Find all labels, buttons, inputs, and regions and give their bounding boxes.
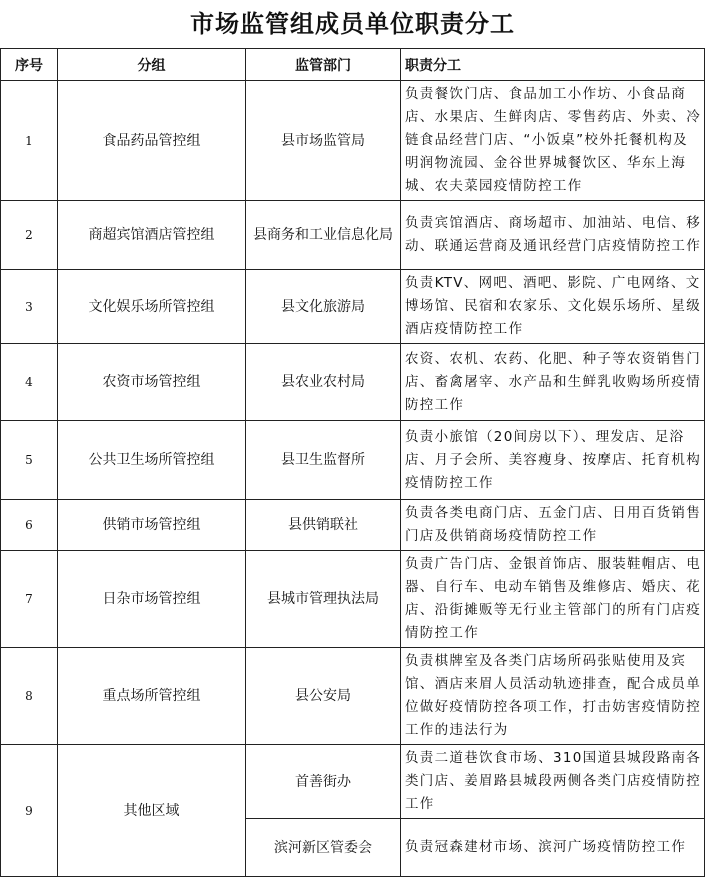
row-resp: 负责冠森建材市场、滨河广场疫情防控工作 xyxy=(401,819,705,877)
row-num: 3 xyxy=(1,270,58,344)
row-num: 8 xyxy=(1,648,58,745)
row-group: 文化娱乐场所管控组 xyxy=(58,270,246,344)
row-resp: 负责棋牌室及各类门店场所码张贴使用及宾馆、酒店来眉人员活动轨迹排查，配合成员单位做好疫情防控各项工作，打击妨害疫情防控工作的违法行为 xyxy=(401,648,705,745)
row-group: 重点场所管控组 xyxy=(58,648,246,745)
row-group: 供销市场管控组 xyxy=(58,500,246,551)
table-row xyxy=(1,745,705,819)
header-dept: 监管部门 xyxy=(246,49,401,81)
row-num: 2 xyxy=(1,201,58,270)
row-group: 日杂市场管控组 xyxy=(58,551,246,648)
table-row xyxy=(1,344,705,421)
row-dept: 县市场监管局 xyxy=(246,81,401,201)
row-resp: 负责小旅馆（20间房以下）、理发店、足浴店、月子会所、美容瘦身、按摩店、托育机构疫情防控工作 xyxy=(401,421,705,500)
row-dept: 滨河新区管委会 xyxy=(246,819,401,877)
responsibility-table xyxy=(0,48,705,877)
row-dept: 县文化旅游局 xyxy=(246,270,401,344)
header-resp: 职责分工 xyxy=(401,49,705,81)
row-group: 其他区域 xyxy=(58,745,246,877)
page-title: 市场监管组成员单位职责分工 xyxy=(190,9,515,38)
row-resp: 负责二道巷饮食市场、310国道县城段路南各类门店、姜眉路县城段两侧各类门店疫情防控工作 xyxy=(401,745,705,819)
row-resp: 负责餐饮门店、食品加工小作坊、小食品商店、水果店、生鲜肉店、零售药店、外卖、冷链食品经营门店、“小饭桌”校外托餐机构及明润物流园、金谷世界城餐饮区、华东上海城、农夫菜园疫情防控工作 xyxy=(401,81,705,201)
table-row xyxy=(1,201,705,270)
row-dept: 县公安局 xyxy=(246,648,401,745)
table-row xyxy=(1,500,705,551)
row-dept: 县卫生监督所 xyxy=(246,421,401,500)
header-num: 序号 xyxy=(1,49,58,81)
row-num: 4 xyxy=(1,344,58,421)
row-group: 农资市场管控组 xyxy=(58,344,246,421)
row-dept: 县供销联社 xyxy=(246,500,401,551)
row-resp: 负责各类电商门店、五金门店、日用百货销售门店及供销商场疫情防控工作 xyxy=(401,500,705,551)
table-row xyxy=(1,551,705,648)
row-num: 1 xyxy=(1,81,58,201)
row-group: 食品药品管控组 xyxy=(58,81,246,201)
row-resp: 负责宾馆酒店、商场超市、加油站、电信、移动、联通运营商及通讯经营门店疫情防控工作 xyxy=(401,201,705,270)
table-row xyxy=(1,270,705,344)
row-num: 7 xyxy=(1,551,58,648)
row-num: 9 xyxy=(1,745,58,877)
table-header-row xyxy=(1,49,705,81)
row-dept: 县商务和工业信息化局 xyxy=(246,201,401,270)
row-group: 商超宾馆酒店管控组 xyxy=(58,201,246,270)
row-dept: 县农业农村局 xyxy=(246,344,401,421)
row-resp: 负责KTV、网吧、酒吧、影院、广电网络、文博场馆、民宿和农家乐、文化娱乐场所、星级酒店疫情防控工作 xyxy=(401,270,705,344)
table-row xyxy=(1,648,705,745)
row-num: 6 xyxy=(1,500,58,551)
row-dept: 首善街办 xyxy=(246,745,401,819)
row-group: 公共卫生场所管控组 xyxy=(58,421,246,500)
header-group: 分组 xyxy=(58,49,246,81)
row-dept: 县城市管理执法局 xyxy=(246,551,401,648)
row-resp: 农资、农机、农药、化肥、种子等农资销售门店、畜禽屠宰、水产品和生鲜乳收购场所疫情防控工作 xyxy=(401,344,705,421)
row-num: 5 xyxy=(1,421,58,500)
table-row xyxy=(1,81,705,201)
row-resp: 负责广告门店、金银首饰店、服装鞋帽店、电器、自行车、电动车销售及维修店、婚庆、花店、沿街摊贩等无行业主管部门的所有门店疫情防控工作 xyxy=(401,551,705,648)
table-row xyxy=(1,421,705,500)
